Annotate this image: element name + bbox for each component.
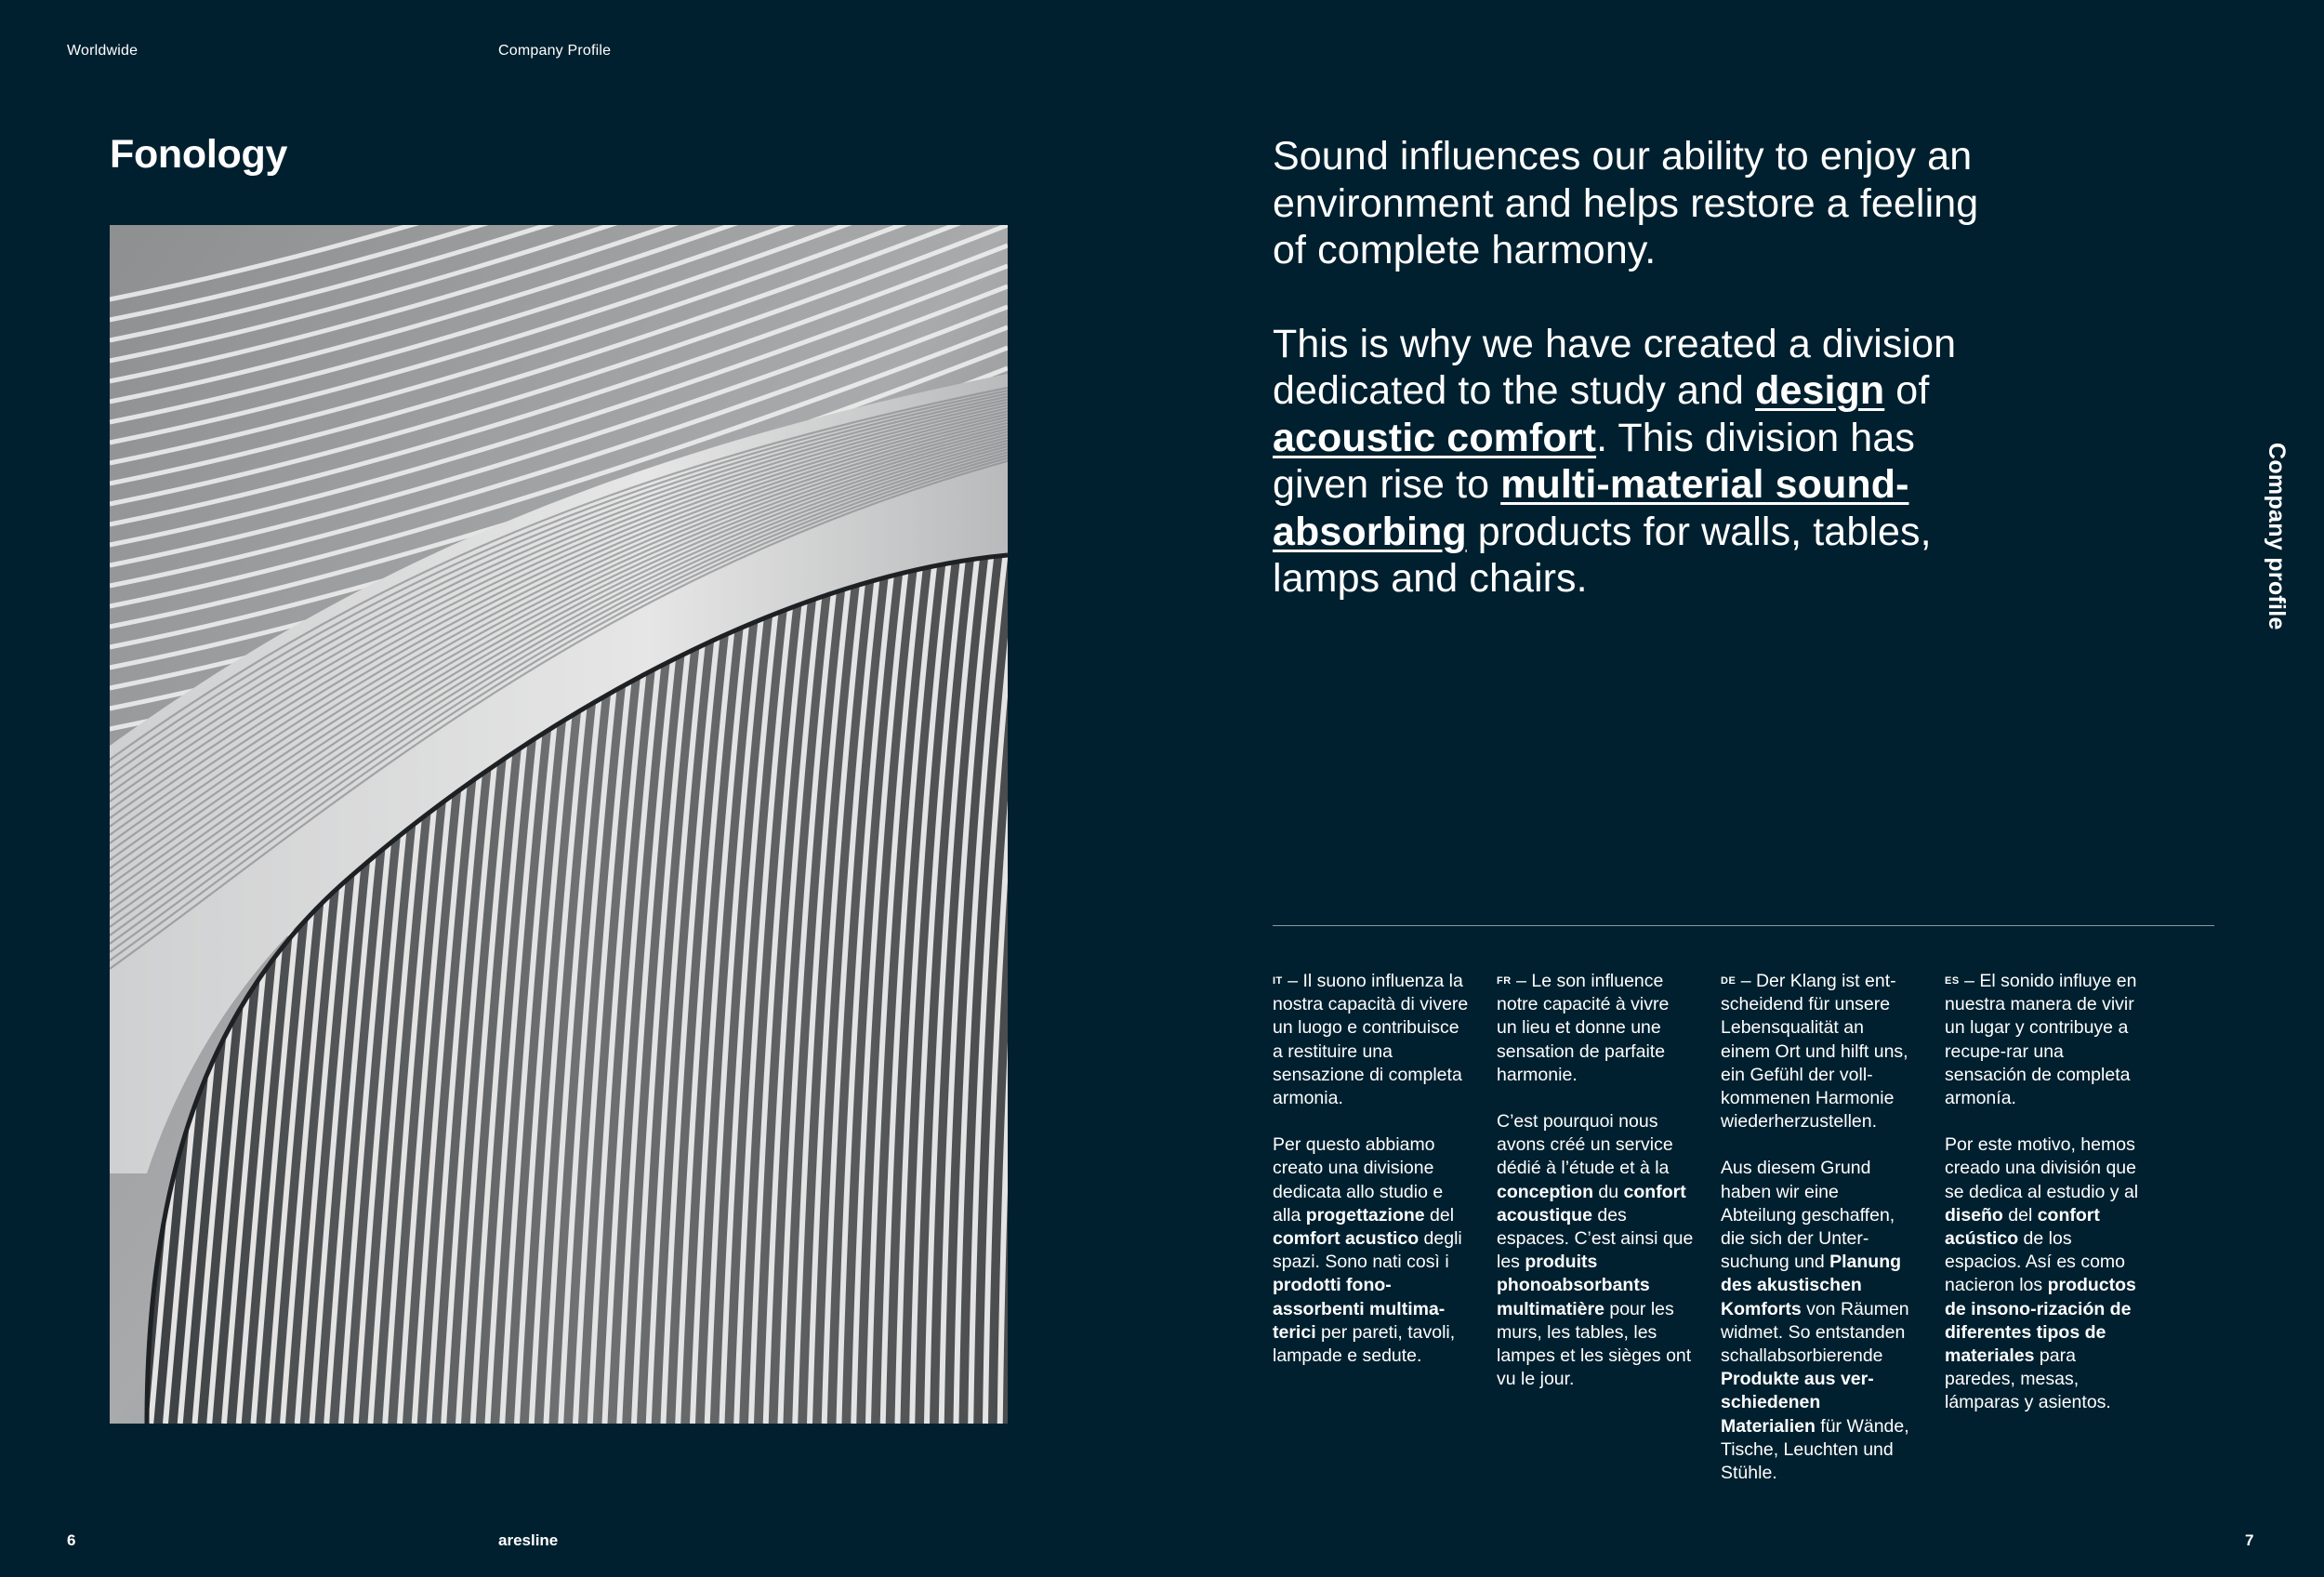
intro-text bbox=[1273, 133, 1979, 603]
header-company-profile: Company Profile bbox=[498, 43, 612, 59]
acoustic-ceiling-photo bbox=[110, 225, 1008, 1424]
italian-paragraph-1: IT – Il suono influenza la nostra capacità di vivere un luogo e contribuisce a restituire una sensazione di completa armonia. bbox=[1273, 971, 1469, 1109]
language-code-it: IT bbox=[1273, 975, 1283, 987]
design-highlight: design bbox=[1755, 368, 1885, 413]
column-french bbox=[1497, 970, 1694, 1391]
column-spanish bbox=[1945, 970, 2142, 1415]
spanish-paragraph-2: Por este motivo, hemos creado una división que se dedica al estudio y al diseño del confort acústico de los espacios. Así es como nacieron los productos de insono-rización de diferentes tipos de materiales para paredes, mesas, lámparas y asientos. bbox=[1945, 1134, 2139, 1413]
german-paragraph-2: Aus diesem Grund haben wir eine Abteilung geschaffen, die sich der Unter-suchung und Planung des akustischen Komforts von Räumen widmet. So entstanden schallabsorbierende Produkte aus ver-schiedenen Materialien für Wände, Tische, Leuchten und Stühle. bbox=[1721, 1158, 1909, 1484]
language-code-de: DE bbox=[1721, 975, 1736, 987]
french-paragraph-2: C’est pourquoi nous avons créé un service dédié à l’étude et à la conception du confort acoustique des espaces. C’est ainsi que les produits phonoabsorbants multimatière pour les murs, les tables, les lampes et les sièges ont vu le jour. bbox=[1497, 1111, 1694, 1390]
column-german bbox=[1721, 970, 1918, 1485]
page-number-left: 6 bbox=[67, 1531, 76, 1549]
french-paragraph-1: FR – Le son influence notre capacité à vivre un lieu et donne une sensation de parfaite harmonie. bbox=[1497, 971, 1670, 1085]
language-code-es: ES bbox=[1945, 975, 1960, 987]
intro-paragraph-2: This is why we have created a division dedicated to the study and design of acoustic comfort. This division has given rise to multi-material sound-absorbing products for walls, tables, lamps and chairs. bbox=[1273, 321, 1957, 601]
column-italian bbox=[1273, 970, 1470, 1368]
intro-paragraph-1: Sound influences our ability to enjoy an environment and helps restore a feeling of complete harmony. bbox=[1273, 134, 1979, 272]
section-title: Fonology bbox=[110, 132, 288, 177]
language-code-fr: FR bbox=[1497, 975, 1512, 987]
slatted-wood-ceiling-image bbox=[110, 225, 1008, 1424]
side-label-company-profile: Company profile bbox=[2264, 443, 2290, 630]
page-number-right: 7 bbox=[2245, 1531, 2254, 1549]
spanish-paragraph-1: ES – El sonido influye en nuestra manera de vivir un lugar y contribuye a recupe-rar una sensación de completa armonía. bbox=[1945, 971, 2137, 1109]
multi-material-highlight: multi-material sound-absorbing bbox=[1273, 462, 1909, 554]
german-paragraph-1: DE – Der Klang ist ent-scheidend für unsere Lebensqualität an einem Ort und hilft uns, ein Gefühl der voll-kommenen Harmonie wiederherzustellen. bbox=[1721, 971, 1908, 1133]
divider-line bbox=[1273, 925, 2214, 926]
acoustic-comfort-highlight: acoustic comfort bbox=[1273, 415, 1597, 460]
brand-name: aresline bbox=[498, 1531, 559, 1549]
italian-paragraph-2: Per questo abbiamo creato una divisione dedicata allo studio e alla progettazione del comfort acustico degli spazi. Sono nati così i prodotti fono-assorbenti multima-terici per pareti, tavoli, lampade e sedute. bbox=[1273, 1134, 1462, 1367]
header-worldwide: Worldwide bbox=[67, 43, 139, 59]
